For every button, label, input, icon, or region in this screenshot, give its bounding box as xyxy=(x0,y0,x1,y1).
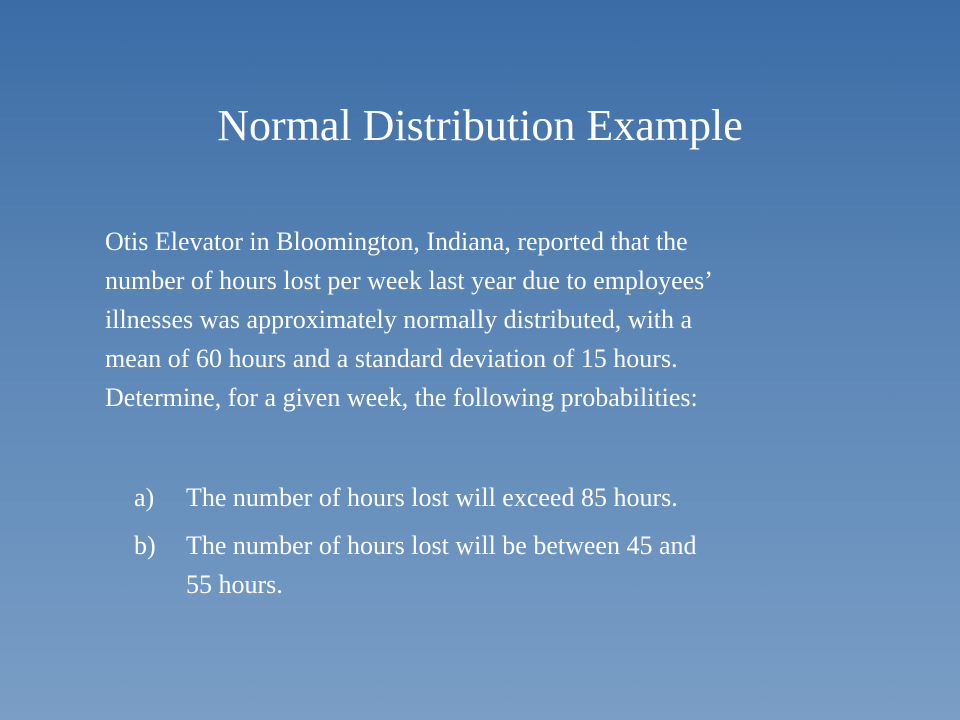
question-marker: b) xyxy=(134,531,156,560)
question-text xyxy=(186,526,854,604)
problem-line: illnesses was approximately normally distributed, with a xyxy=(105,305,693,334)
question-text xyxy=(186,478,854,517)
slide-title: Normal Distribution Example xyxy=(217,101,743,150)
question-item-b xyxy=(134,526,854,604)
problem-line: Determine, for a given week, the following probabilities: xyxy=(105,383,698,412)
problem-line: Otis Elevator in Bloomington, Indiana, reported that the xyxy=(105,227,688,256)
question-line: The number of hours lost will exceed 85 hours. xyxy=(186,483,678,512)
question-marker: a) xyxy=(134,483,155,512)
question-item-a xyxy=(134,478,854,517)
question-line: The number of hours lost will be between 45 and xyxy=(186,531,697,560)
question-list xyxy=(134,478,854,613)
problem-line: number of hours lost per week last year due to employees’ xyxy=(105,266,713,295)
question-line: 55 hours. xyxy=(186,570,283,599)
problem-statement xyxy=(105,222,865,417)
problem-line: mean of 60 hours and a standard deviation of 15 hours. xyxy=(105,344,678,373)
